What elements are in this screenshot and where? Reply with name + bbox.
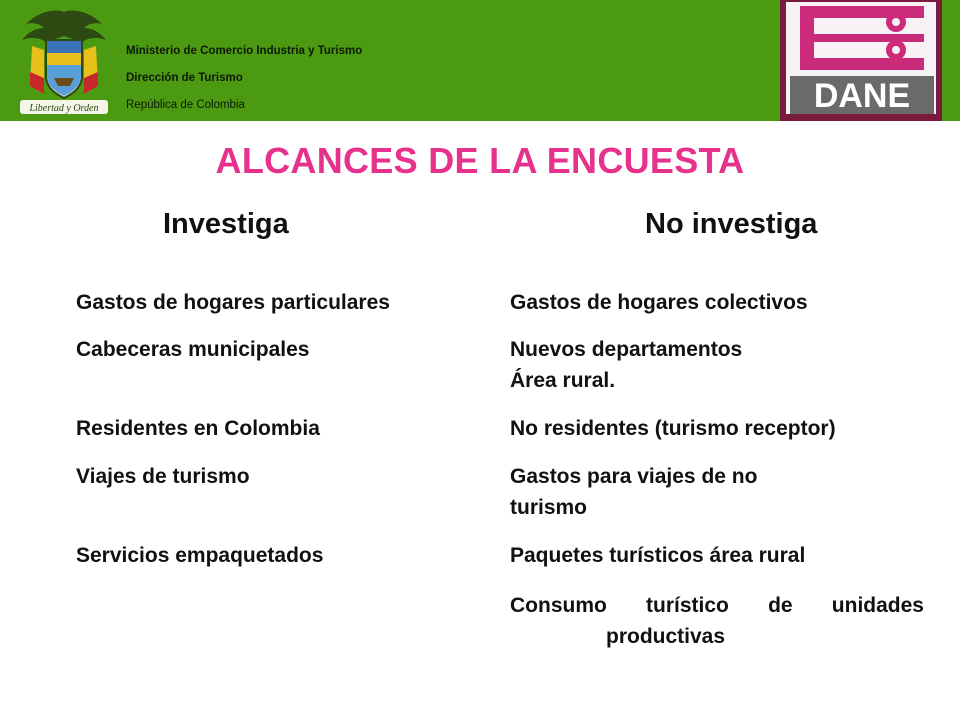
dane-wordmark: DANE (813, 77, 911, 115)
heading-investiga: Investiga (163, 208, 289, 240)
no-investiga-item: Gastos para viajes de no (510, 465, 758, 488)
no-investiga-item: productivas (606, 625, 726, 648)
ministry-name: Ministerio de Comercio Industria y Turismo (126, 45, 363, 57)
no-investiga-item: No residentes (turismo receptor) (510, 417, 836, 440)
heading-no-investiga: No investiga (645, 208, 818, 240)
slide-title: ALCANCES DE LA ENCUESTA (215, 140, 745, 181)
investiga-item: Servicios empaquetados (76, 544, 324, 567)
dane-logo-icon (780, 0, 942, 121)
no-investiga-item: Gastos de hogares colectivos (510, 291, 808, 314)
coat-of-arms-icon (14, 6, 114, 118)
investiga-item: Viajes de turismo (76, 465, 250, 488)
directorate-name: Dirección de Turismo (126, 72, 243, 84)
ministry-block (126, 44, 362, 125)
no-investiga-item: turismo (510, 496, 588, 519)
motto-text: Libertad y Orden (29, 103, 99, 114)
investiga-item: Residentes en Colombia (76, 417, 320, 440)
no-investiga-item: Consumo turístico de unidades (510, 594, 924, 617)
no-investiga-item: Área rural. (510, 369, 616, 392)
investiga-item: Gastos de hogares particulares (76, 291, 390, 314)
header-band (0, 0, 960, 121)
no-investiga-item: Nuevos departamentos (510, 338, 743, 361)
no-investiga-item: Paquetes turísticos área rural (510, 544, 806, 567)
country-name: República de Colombia (126, 99, 245, 111)
investiga-item: Cabeceras municipales (76, 338, 310, 361)
